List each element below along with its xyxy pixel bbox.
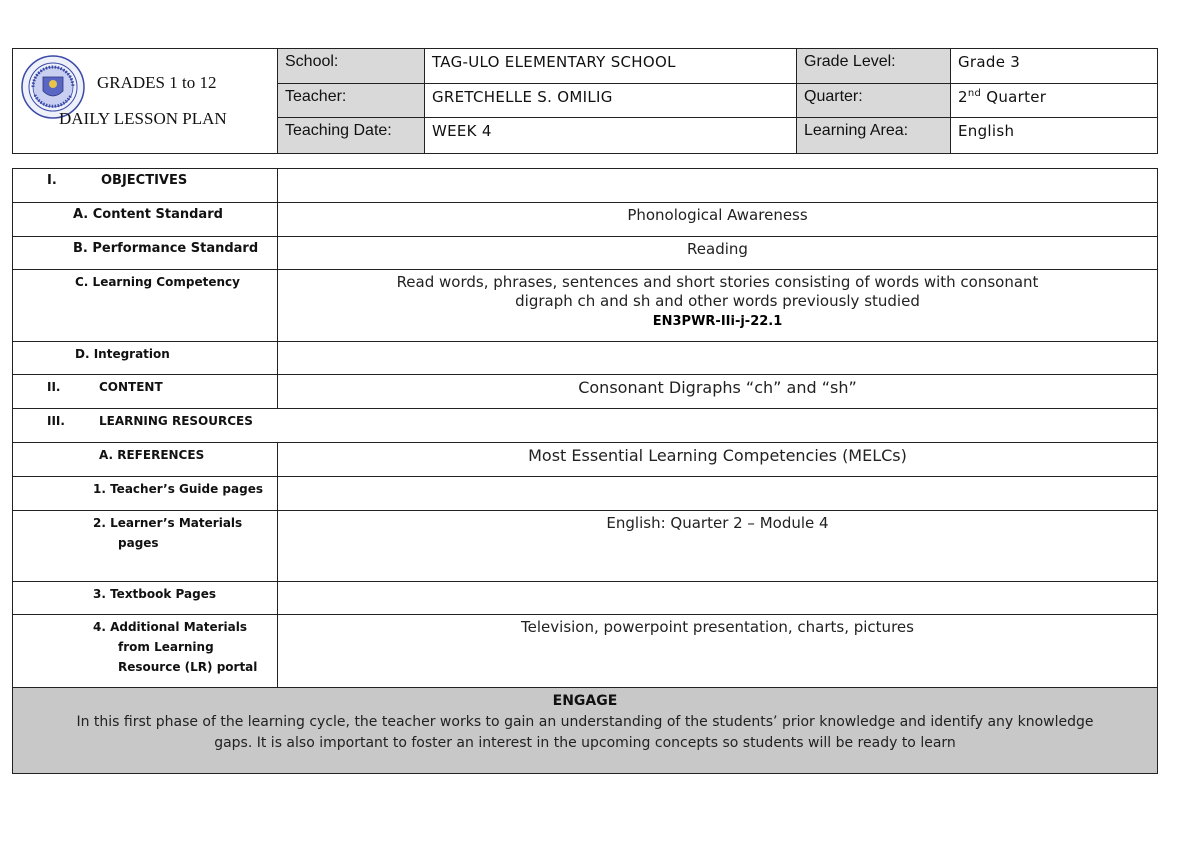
additional-materials-value: Television, powerpoint presentation, charts, pictures <box>278 615 1158 688</box>
objectives-label-cell <box>13 169 278 203</box>
school-value: TAG-ULO ELEMENTARY SCHOOL <box>425 49 797 84</box>
quarter-value <box>951 84 1158 118</box>
learning-resources-row <box>13 409 1158 443</box>
references-row <box>13 443 1158 477</box>
quarter-ordinal: nd <box>967 88 982 99</box>
learners-materials-value: English: Quarter 2 – Module 4 <box>278 511 1158 582</box>
engage-row <box>13 688 1158 774</box>
objectives-value-cell <box>278 169 1158 203</box>
textbook-label: 3. Textbook Pages <box>13 582 278 615</box>
teacher-value: GRETCHELLE S. OMILIG <box>425 84 797 118</box>
content-standard-value: Phonological Awareness <box>278 203 1158 237</box>
additional-materials-label-cell <box>13 615 278 688</box>
lesson-plan-header <box>12 48 1158 154</box>
engage-text-line-1: In this first phase of the learning cycle, the teacher works to gain an understanding of the students’ prior knowledge and identify any knowledge <box>76 714 1094 730</box>
learning-area-label: Learning Area: <box>797 118 951 154</box>
additional-materials-label-line-1: 4. Additional Materials <box>93 620 247 634</box>
grades-title: GRADES 1 to 12 <box>97 73 217 92</box>
quarter-word: Quarter <box>981 88 1047 106</box>
daily-lesson-plan-title: DAILY LESSON PLAN <box>59 109 227 128</box>
teacher-label: Teacher: <box>278 84 425 118</box>
learning-competency-row <box>13 270 1158 342</box>
school-label: School: <box>278 49 425 84</box>
integration-value-cell <box>278 342 1158 375</box>
additional-materials-label-line-3: Resource (LR) portal <box>118 660 258 674</box>
learning-competency-line-2: digraph ch and sh and other words previously studied <box>515 292 920 310</box>
learning-competency-label: C. Learning Competency <box>13 270 278 342</box>
references-label: A. REFERENCES <box>13 443 278 477</box>
integration-row <box>13 342 1158 375</box>
learning-competency-cell <box>278 270 1158 342</box>
textbook-value-cell <box>278 582 1158 615</box>
additional-materials-row <box>13 615 1158 688</box>
learners-materials-label-cell <box>13 511 278 582</box>
textbook-row <box>13 582 1158 615</box>
learning-competency-code: EN3PWR-IIi-j-22.1 <box>652 314 783 329</box>
teachers-guide-value-cell <box>278 477 1158 511</box>
grade-level-label: Grade Level: <box>797 49 951 84</box>
teachers-guide-row <box>13 477 1158 511</box>
learners-materials-label-line-1: 2. Learner’s Materials <box>93 516 243 530</box>
performance-standard-value: Reading <box>278 237 1158 270</box>
teaching-date-value: WEEK 4 <box>425 118 797 154</box>
learners-materials-row <box>13 511 1158 582</box>
engage-title: ENGAGE <box>552 693 618 709</box>
content-number: II. <box>47 380 61 394</box>
integration-label: D. Integration <box>13 342 278 375</box>
references-value: Most Essential Learning Competencies (MELCs) <box>278 443 1158 477</box>
learning-resources-label: LEARNING RESOURCES <box>99 414 253 428</box>
content-standard-label: A. Content Standard <box>13 203 278 237</box>
objectives-label: OBJECTIVES <box>101 173 188 188</box>
performance-standard-label: B. Performance Standard <box>13 237 278 270</box>
teaching-date-label: Teaching Date: <box>278 118 425 154</box>
quarter-label: Quarter: <box>797 84 951 118</box>
content-row <box>13 375 1158 409</box>
content-label-cell <box>13 375 278 409</box>
header-logo-cell <box>13 49 278 154</box>
teachers-guide-label: 1. Teacher’s Guide pages <box>13 477 278 511</box>
learners-materials-label-line-2: pages <box>118 536 159 550</box>
objectives-row <box>13 169 1158 203</box>
content-label: CONTENT <box>99 380 163 394</box>
lesson-plan-body <box>12 168 1158 774</box>
learning-resources-label-cell <box>13 409 1158 443</box>
objectives-number: I. <box>47 173 57 188</box>
content-value: Consonant Digraphs “ch” and “sh” <box>278 375 1158 409</box>
learning-resources-number: III. <box>47 414 65 428</box>
grade-level-value: Grade 3 <box>951 49 1158 84</box>
performance-standard-row <box>13 237 1158 270</box>
engage-text-line-2: gaps. It is also important to foster an interest in the upcoming concepts so students will be ready to learn <box>214 735 956 751</box>
additional-materials-label-line-2: from Learning <box>118 640 214 654</box>
engage-cell <box>13 688 1158 774</box>
quarter-number: 2 <box>958 88 968 106</box>
learning-competency-line-1: Read words, phrases, sentences and short stories consisting of words with consonant <box>396 273 1039 291</box>
learning-area-value: English <box>951 118 1158 154</box>
content-standard-row <box>13 203 1158 237</box>
